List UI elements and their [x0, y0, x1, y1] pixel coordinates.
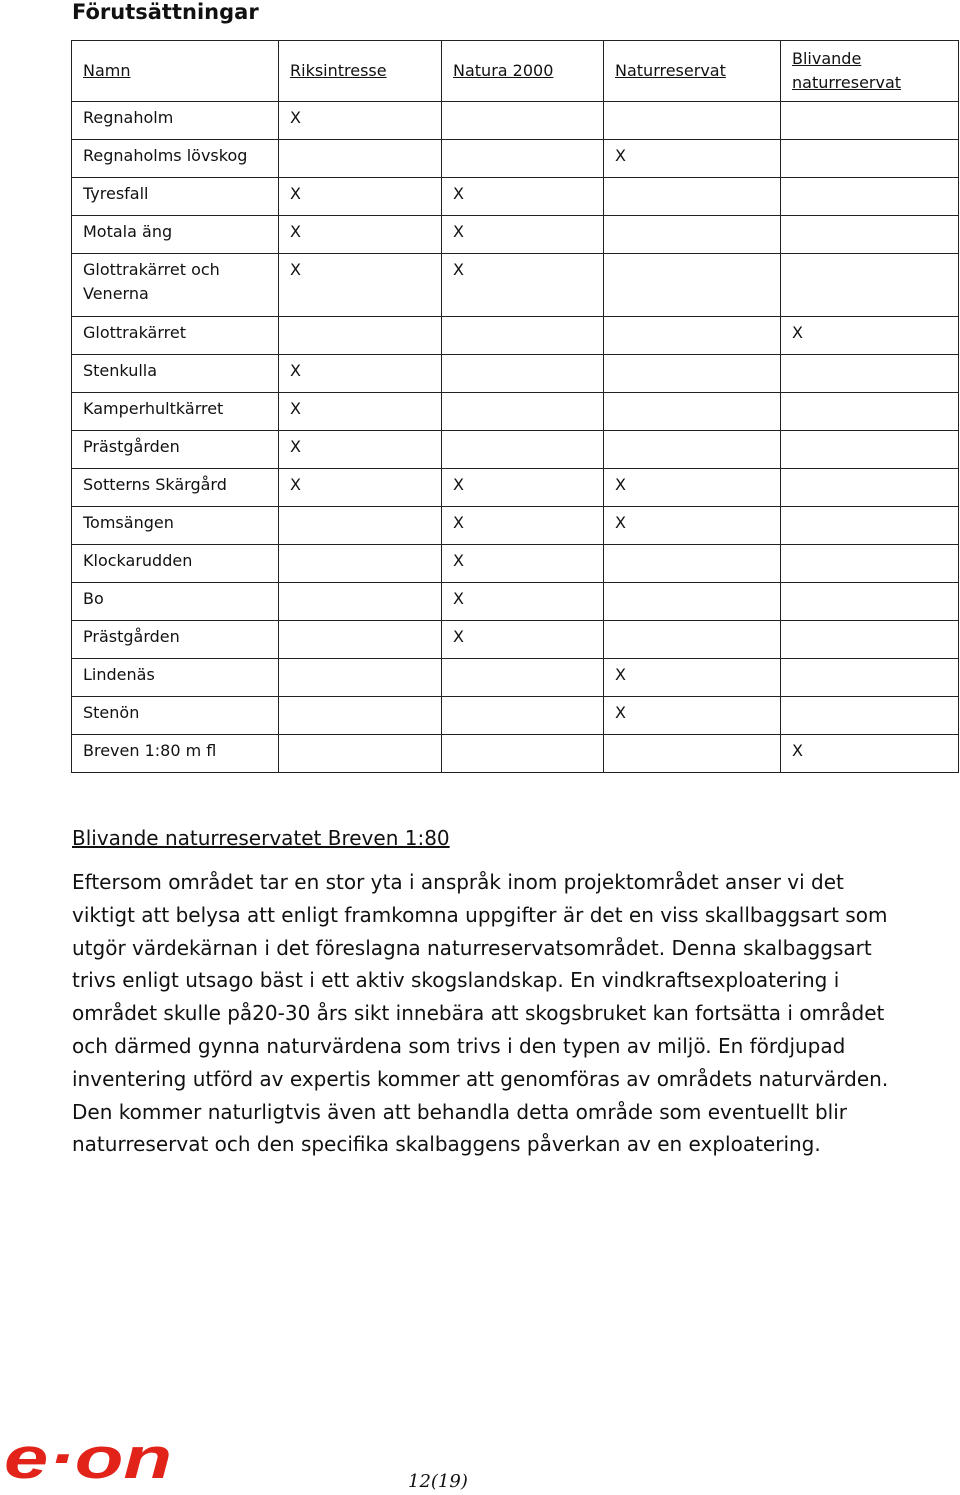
- page-heading: Förutsättningar: [72, 0, 259, 24]
- cell-riksintresse: [279, 317, 442, 355]
- cell-name: Breven 1:80 m fl: [72, 735, 279, 773]
- cell-blivande: [781, 140, 959, 178]
- cell-name: Stenön: [72, 697, 279, 735]
- table-row: [72, 216, 959, 254]
- cell-riksintresse: [279, 659, 442, 697]
- cell-blivande: [781, 393, 959, 431]
- cell-natura2000: [442, 697, 604, 735]
- cell-natura2000: X: [442, 583, 604, 621]
- cell-naturreservat: [604, 545, 781, 583]
- section-heading: Blivande naturreservatet Breven 1:80: [72, 826, 450, 850]
- header-namn: Namn: [72, 41, 279, 102]
- cell-natura2000: [442, 355, 604, 393]
- cell-riksintresse: X: [279, 102, 442, 140]
- table-row: [72, 254, 959, 317]
- cell-natura2000: X: [442, 507, 604, 545]
- cell-riksintresse: [279, 507, 442, 545]
- cell-blivande: [781, 254, 959, 317]
- table-row: [72, 735, 959, 773]
- page-number: 12(19): [408, 1471, 468, 1492]
- cell-natura2000: X: [442, 254, 604, 317]
- cell-blivande: [781, 621, 959, 659]
- cell-naturreservat: [604, 431, 781, 469]
- table-row: [72, 507, 959, 545]
- cell-naturreservat: [604, 254, 781, 317]
- cell-blivande: [781, 583, 959, 621]
- cell-naturreservat: [604, 583, 781, 621]
- cell-blivande: X: [781, 735, 959, 773]
- cell-blivande: [781, 545, 959, 583]
- table-row: [72, 431, 959, 469]
- table-row: [72, 697, 959, 735]
- cell-blivande: [781, 102, 959, 140]
- cell-naturreservat: X: [604, 507, 781, 545]
- cell-naturreservat: X: [604, 140, 781, 178]
- eon-logo: [4, 1428, 176, 1490]
- cell-natura2000: [442, 431, 604, 469]
- cell-riksintresse: X: [279, 178, 442, 216]
- cell-naturreservat: [604, 393, 781, 431]
- header-blivande-naturreservat: Blivande naturreservat: [781, 41, 959, 102]
- cell-riksintresse: X: [279, 469, 442, 507]
- cell-name: Tomsängen: [72, 507, 279, 545]
- cell-blivande: [781, 697, 959, 735]
- cell-riksintresse: [279, 140, 442, 178]
- cell-name: Klockarudden: [72, 545, 279, 583]
- cell-name: Motala äng: [72, 216, 279, 254]
- cell-name: Kamperhultkärret: [72, 393, 279, 431]
- cell-naturreservat: [604, 216, 781, 254]
- cell-natura2000: [442, 735, 604, 773]
- cell-name: Prästgården: [72, 621, 279, 659]
- table-row: [72, 659, 959, 697]
- cell-name: Bo: [72, 583, 279, 621]
- cell-natura2000: [442, 102, 604, 140]
- cell-name: Regnaholms lövskog: [72, 140, 279, 178]
- cell-riksintresse: [279, 583, 442, 621]
- cell-riksintresse: [279, 697, 442, 735]
- cell-name: Glottrakärret: [72, 317, 279, 355]
- cell-blivande: [781, 355, 959, 393]
- table-body: [72, 102, 959, 773]
- cell-naturreservat: [604, 102, 781, 140]
- header-naturreservat: Naturreservat: [604, 41, 781, 102]
- cell-riksintresse: X: [279, 355, 442, 393]
- cell-riksintresse: X: [279, 393, 442, 431]
- cell-blivande: [781, 178, 959, 216]
- cell-naturreservat: X: [604, 697, 781, 735]
- table-row: [72, 621, 959, 659]
- cell-natura2000: X: [442, 621, 604, 659]
- cell-blivande: [781, 659, 959, 697]
- cell-naturreservat: [604, 178, 781, 216]
- cell-blivande: [781, 431, 959, 469]
- cell-naturreservat: [604, 317, 781, 355]
- cell-name: Lindenäs: [72, 659, 279, 697]
- cell-name: Stenkulla: [72, 355, 279, 393]
- cell-naturreservat: X: [604, 659, 781, 697]
- cell-blivande: [781, 216, 959, 254]
- cell-riksintresse: [279, 545, 442, 583]
- cell-naturreservat: [604, 355, 781, 393]
- cell-natura2000: X: [442, 469, 604, 507]
- cell-natura2000: X: [442, 178, 604, 216]
- cell-name: Regnaholm: [72, 102, 279, 140]
- cell-natura2000: X: [442, 545, 604, 583]
- header-riksintresse: Riksintresse: [279, 41, 442, 102]
- cell-riksintresse: [279, 621, 442, 659]
- cell-naturreservat: [604, 621, 781, 659]
- section-body: Eftersom området tar en stor yta i anspråk inom projektområdet anser vi det viktigt att belysa att enligt framkomna uppgifter är det en viss skallbaggsart som utgör värdekärnan i det föreslagna naturreservatsområdet. Denna skalbaggsart trivs enligt utsago bäst i ett aktiv skogslandskap. En vindkraftsexploatering i området skulle på20-30 års sikt innebära att skogsbruket kan fortsätta i området och därmed gynna naturvärdena som trivs i den typen av miljö. En fördjupad inventering utförd av expertis kommer att genomföras av områdets naturvärden. Den kommer naturligtvis även att behandla detta område som eventuellt blir naturreservat och den specifika skalbaggens påverkan av en exploatering.: [72, 870, 889, 1157]
- table-row: [72, 140, 959, 178]
- table-row: [72, 469, 959, 507]
- cell-naturreservat: X: [604, 469, 781, 507]
- table-row: [72, 178, 959, 216]
- cell-naturreservat: [604, 735, 781, 773]
- cell-riksintresse: X: [279, 431, 442, 469]
- table-header-row: [72, 41, 959, 102]
- cell-natura2000: [442, 140, 604, 178]
- cell-name: Tyresfall: [72, 178, 279, 216]
- cell-name: Prästgården: [72, 431, 279, 469]
- cell-blivande: [781, 507, 959, 545]
- cell-natura2000: [442, 659, 604, 697]
- cell-natura2000: [442, 317, 604, 355]
- protection-status-table: [71, 40, 959, 773]
- cell-name: Sotterns Skärgård: [72, 469, 279, 507]
- header-natura-2000: Natura 2000: [442, 41, 604, 102]
- table-row: [72, 317, 959, 355]
- cell-riksintresse: X: [279, 216, 442, 254]
- table-row: [72, 545, 959, 583]
- cell-blivande: X: [781, 317, 959, 355]
- cell-blivande: [781, 469, 959, 507]
- cell-riksintresse: X: [279, 254, 442, 317]
- cell-riksintresse: [279, 735, 442, 773]
- table-row: [72, 102, 959, 140]
- cell-name: Glottrakärret och Venerna: [72, 254, 279, 317]
- table-row: [72, 355, 959, 393]
- table-row: [72, 393, 959, 431]
- eon-logo-text: e·on: [4, 1428, 172, 1490]
- cell-natura2000: X: [442, 216, 604, 254]
- table-row: [72, 583, 959, 621]
- cell-natura2000: [442, 393, 604, 431]
